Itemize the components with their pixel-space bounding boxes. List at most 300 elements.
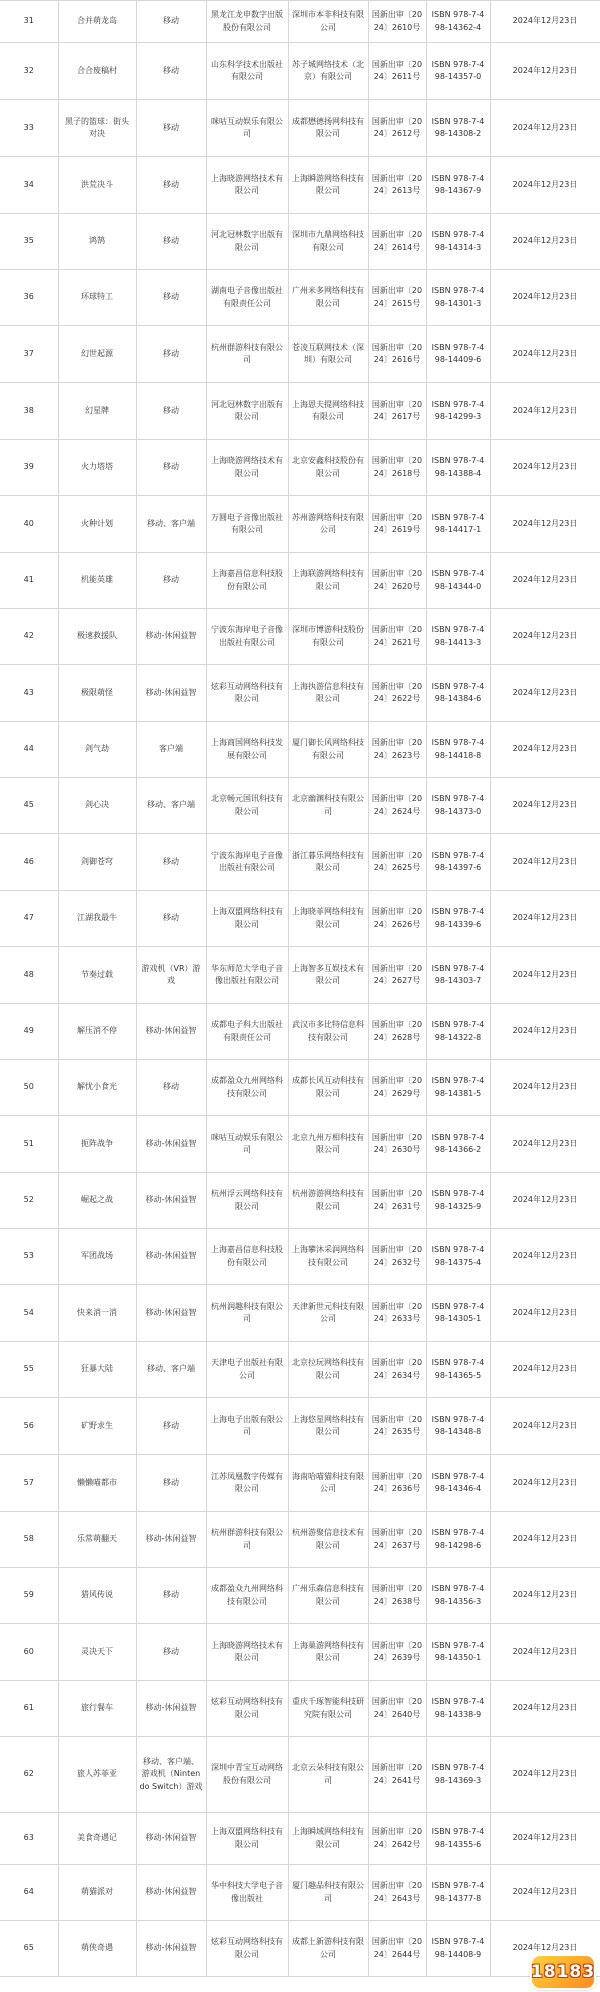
approval-date-cell: 2024年12月23日 [490,1681,600,1737]
approval-date-cell: 2024年12月23日 [490,1455,600,1512]
approval-number-cell: 国新出审〔2024〕2625号 [368,834,426,891]
operator-cell: 北京九州万相科技有限公司 [288,1116,368,1173]
publisher-cell: 上海双盟网络科技有限公司 [206,891,288,947]
operator-cell: 北京拉玩网络科技有限公司 [288,1342,368,1398]
isbn-cell: ISBN 978-7-498-14348-8 [426,1398,490,1455]
isbn-cell: ISBN 978-7-498-14303-7 [426,947,490,1004]
game-name-cell: 剑气劫 [58,722,136,778]
row-number-cell: 38 [0,383,58,440]
approval-number-cell: 国新出审〔2024〕2631号 [368,1173,426,1229]
operator-cell: 苏州游网络科技有限公司 [288,496,368,553]
game-name-cell: 狂暴大陆 [58,1342,136,1398]
approval-number-cell: 国新出审〔2024〕2629号 [368,1060,426,1116]
isbn-cell: ISBN 978-7-498-14298-6 [426,1512,490,1568]
approval-number-cell: 国新出审〔2024〕2644号 [368,1921,426,1977]
operator-cell: 深圳市博游科技股份有限公司 [288,609,368,665]
approval-date-cell: 2024年12月23日 [490,100,600,157]
approval-date-cell: 2024年12月23日 [490,1004,600,1060]
approval-date-cell: 2024年12月23日 [490,1568,600,1624]
isbn-cell: ISBN 978-7-498-14388-4 [426,440,490,496]
operator-cell: 杭州游游网络科技有限公司 [288,1173,368,1229]
isbn-cell: ISBN 978-7-498-14339-6 [426,891,490,947]
isbn-cell: ISBN 978-7-498-14322-8 [426,1004,490,1060]
approval-number-cell: 国新出审〔2024〕2628号 [368,1004,426,1060]
approval-number-cell: 国新出审〔2024〕2623号 [368,722,426,778]
approval-date-cell: 2024年12月23日 [490,722,600,778]
approval-date-cell: 2024年12月23日 [490,440,600,496]
isbn-cell: ISBN 978-7-498-14365-5 [426,1342,490,1398]
operator-cell: 上海悠星网络科技有限公司 [288,1398,368,1455]
publisher-cell: 万圆电子音像出版社有限公司 [206,496,288,553]
approval-number-cell: 国新出审〔2024〕2643号 [368,1865,426,1921]
approval-date-cell: 2024年12月23日 [490,1512,600,1568]
game-name-cell: 解压消不停 [58,1004,136,1060]
approval-date-cell: 2024年12月23日 [490,326,600,383]
approval-date-cell: 2024年12月23日 [490,43,600,100]
approval-date-cell: 2024年12月23日 [490,1813,600,1865]
table-row [0,270,600,326]
table-row [0,722,600,778]
operator-cell: 上海瞬游网络科技有限公司 [288,157,368,214]
row-number-cell: 56 [0,1398,58,1455]
isbn-cell: ISBN 978-7-498-14301-3 [426,270,490,326]
publisher-cell: 成都电子科大出版社有限责任公司 [206,1004,288,1060]
approval-number-cell: 国新出审〔2024〕2620号 [368,553,426,609]
row-number-cell: 33 [0,100,58,157]
publisher-cell: 宁波东海岸电子音像出版社有限公司 [206,834,288,891]
isbn-cell: ISBN 978-7-498-14367-9 [426,157,490,214]
table-row [0,1568,600,1624]
approval-number-cell: 国新出审〔2024〕2633号 [368,1285,426,1342]
approval-number-cell: 国新出审〔2024〕2639号 [368,1624,426,1681]
game-type-cell: 游戏机（VR）游戏 [136,947,206,1004]
approval-date-cell: 2024年12月23日 [490,157,600,214]
approval-date-cell: 2024年12月23日 [490,553,600,609]
row-number-cell: 57 [0,1455,58,1512]
approval-date-cell: 2024年12月23日 [490,270,600,326]
approval-date-cell: 2024年12月23日 [490,1342,600,1398]
operator-cell: 重庆千琢智能科技研究院有限公司 [288,1681,368,1737]
publisher-cell: 杭州浮云网络科技有限公司 [206,1173,288,1229]
game-name-cell: 机能英雄 [58,553,136,609]
operator-cell: 上海执游信息科技有限公司 [288,665,368,722]
row-number-cell: 51 [0,1116,58,1173]
approval-date-cell: 2024年12月23日 [490,1173,600,1229]
isbn-cell: ISBN 978-7-498-14377-8 [426,1865,490,1921]
publisher-cell: 上海嘉昌信息科技股份有限公司 [206,1229,288,1285]
game-name-cell: 环球特工 [58,270,136,326]
watermark-text: 18183 [530,1962,596,1982]
row-number-cell: 48 [0,947,58,1004]
publisher-cell: 炫彩互动网络科技有限公司 [206,665,288,722]
row-number-cell: 36 [0,270,58,326]
game-type-cell: 移动 [136,1,206,43]
approval-date-cell: 2024年12月23日 [490,891,600,947]
game-type-cell: 移动 [136,326,206,383]
approval-number-cell: 国新出审〔2024〕2610号 [368,1,426,43]
approval-date-cell: 2024年12月23日 [490,665,600,722]
row-number-cell: 65 [0,1921,58,1977]
game-name-cell: 幻星牌 [58,383,136,440]
publisher-cell: 成都盈众九州网络科技有限公司 [206,1568,288,1624]
row-number-cell: 53 [0,1229,58,1285]
table-row [0,214,600,270]
approval-date-cell: 2024年12月23日 [490,1865,600,1921]
approval-date-cell: 2024年12月23日 [490,1737,600,1813]
game-name-cell: 解忧小食光 [58,1060,136,1116]
game-name-cell: 合合废稿村 [58,43,136,100]
game-name-cell: 萌侠奇遇 [58,1921,136,1977]
table-row [0,891,600,947]
game-type-cell: 移动 [136,440,206,496]
game-type-cell: 移动 [136,383,206,440]
operator-cell: 上海智多互娱技术有限公司 [288,947,368,1004]
game-name-cell: 懒懒喵都市 [58,1455,136,1512]
table-row [0,1285,600,1342]
approval-date-cell: 2024年12月23日 [490,1921,600,1977]
game-type-cell: 客户端 [136,722,206,778]
table-row [0,1116,600,1173]
isbn-cell: ISBN 978-7-498-14308-2 [426,100,490,157]
game-name-cell: 火力塔塔 [58,440,136,496]
table-row [0,326,600,383]
table-row [0,1737,600,1813]
game-type-cell: 移动 [136,43,206,100]
approval-number-cell: 国新出审〔2024〕2638号 [368,1568,426,1624]
table-row [0,1398,600,1455]
row-number-cell: 32 [0,43,58,100]
publisher-cell: 黑龙江龙申数字出版股份有限公司 [206,1,288,43]
publisher-cell: 炫彩互动网络科技有限公司 [206,1921,288,1977]
game-type-cell: 移动 [136,1455,206,1512]
game-type-cell: 移动 [136,1624,206,1681]
operator-cell: 深圳市本非科技有限公司 [288,1,368,43]
game-name-cell: 剑御苍穹 [58,834,136,891]
table-row [0,1455,600,1512]
operator-cell: 成都上新游科技有限公司 [288,1921,368,1977]
game-name-cell: 鸿鹄 [58,214,136,270]
approval-date-cell: 2024年12月23日 [490,1624,600,1681]
game-name-cell: 火种计划 [58,496,136,553]
approval-date-cell: 2024年12月23日 [490,1,600,43]
table-row [0,834,600,891]
publisher-cell: 深圳中青宝互动网络股份有限公司 [206,1737,288,1813]
operator-cell: 武汉市多比特信息科技有限公司 [288,1004,368,1060]
isbn-cell: ISBN 978-7-498-14357-0 [426,43,490,100]
table-row [0,157,600,214]
game-type-cell: 移动-休闲益智 [136,665,206,722]
table-row [0,1004,600,1060]
table-row [0,1,600,43]
site-logo-watermark [532,1956,594,1988]
game-name-cell: 乐常萌翻天 [58,1512,136,1568]
game-name-cell: 扼阵战争 [58,1116,136,1173]
publisher-cell: 上海晓游网络技术有限公司 [206,1624,288,1681]
publisher-cell: 咪咕互动娱乐有限公司 [206,100,288,157]
publisher-cell: 河北冠林数字出版有限公司 [206,214,288,270]
game-type-cell: 移动 [136,834,206,891]
row-number-cell: 52 [0,1173,58,1229]
game-name-cell: 美食奇遇记 [58,1813,136,1865]
isbn-cell: ISBN 978-7-498-14384-6 [426,665,490,722]
approval-number-cell: 国新出审〔2024〕2636号 [368,1455,426,1512]
approval-date-cell: 2024年12月23日 [490,834,600,891]
publisher-cell: 成都盈众九州网络科技有限公司 [206,1060,288,1116]
row-number-cell: 39 [0,440,58,496]
table-row [0,1173,600,1229]
operator-cell: 成都长风互动科技有限公司 [288,1060,368,1116]
isbn-cell: ISBN 978-7-498-14409-6 [426,326,490,383]
game-type-cell: 移动 [136,214,206,270]
game-name-cell: 萌猫派对 [58,1865,136,1921]
operator-cell: 深圳市九鼎网络科技有限公司 [288,214,368,270]
row-number-cell: 54 [0,1285,58,1342]
table-row [0,1512,600,1568]
game-type-cell: 移动-休闲益智 [136,1285,206,1342]
game-type-cell: 移动-休闲益智 [136,1173,206,1229]
operator-cell: 天津新世元科技有限公司 [288,1285,368,1342]
game-type-cell: 移动 [136,1398,206,1455]
approval-date-cell: 2024年12月23日 [490,1116,600,1173]
approval-date-cell: 2024年12月23日 [490,383,600,440]
isbn-cell: ISBN 978-7-498-14344-0 [426,553,490,609]
table-row [0,1921,600,1977]
table-row [0,1229,600,1285]
isbn-cell: ISBN 978-7-498-14355-6 [426,1813,490,1865]
publisher-cell: 河北冠林数字出版有限公司 [206,383,288,440]
isbn-cell: ISBN 978-7-498-14338-9 [426,1681,490,1737]
game-type-cell: 移动-休闲益智 [136,1004,206,1060]
table-row [0,665,600,722]
row-number-cell: 58 [0,1512,58,1568]
isbn-cell: ISBN 978-7-498-14366-2 [426,1116,490,1173]
operator-cell: 北京安鑫科技股份有限公司 [288,440,368,496]
game-name-cell: 合并萌龙岛 [58,1,136,43]
game-name-cell: 矿野求生 [58,1398,136,1455]
row-number-cell: 46 [0,834,58,891]
game-name-cell: 江湖我最牛 [58,891,136,947]
approval-date-cell: 2024年12月23日 [490,947,600,1004]
approval-date-cell: 2024年12月23日 [490,609,600,665]
operator-cell: 厦门趣品科技有限公司 [288,1865,368,1921]
table-row [0,496,600,553]
game-type-cell: 移动 [136,270,206,326]
publisher-cell: 咪咕互动娱乐有限公司 [206,1116,288,1173]
approval-number-cell: 国新出审〔2024〕2615号 [368,270,426,326]
isbn-cell: ISBN 978-7-498-14299-3 [426,383,490,440]
operator-cell: 厦门御长风网络科技有限公司 [288,722,368,778]
approval-number-cell: 国新出审〔2024〕2622号 [368,665,426,722]
approval-number-cell: 国新出审〔2024〕2621号 [368,609,426,665]
game-type-cell: 移动-休闲益智 [136,1681,206,1737]
operator-cell: 上海巢游网络科技有限公司 [288,1624,368,1681]
table-row [0,947,600,1004]
operator-cell: 杭州游聚信息技术有限公司 [288,1512,368,1568]
game-name-cell: 猎风传说 [58,1568,136,1624]
game-type-cell: 移动 [136,553,206,609]
operator-cell: 上海攀沐采润网络科技有限公司 [288,1229,368,1285]
row-number-cell: 60 [0,1624,58,1681]
game-name-cell: 灵决天下 [58,1624,136,1681]
publisher-cell: 杭州群游科技有限公司 [206,326,288,383]
approval-number-cell: 国新出审〔2024〕2627号 [368,947,426,1004]
table-row [0,43,600,100]
table-row [0,440,600,496]
isbn-cell: ISBN 978-7-498-14418-8 [426,722,490,778]
approval-number-cell: 国新出审〔2024〕2614号 [368,214,426,270]
table-row [0,1060,600,1116]
publisher-cell: 华中科技大学电子音像出版社 [206,1865,288,1921]
isbn-cell: ISBN 978-7-498-14305-1 [426,1285,490,1342]
approval-date-cell: 2024年12月23日 [490,214,600,270]
row-number-cell: 62 [0,1737,58,1813]
publisher-cell: 上海电子出版有限公司 [206,1398,288,1455]
approval-number-cell: 国新出审〔2024〕2632号 [368,1229,426,1285]
operator-cell: 广州米多网络科技有限公司 [288,270,368,326]
game-name-cell: 幻世起源 [58,326,136,383]
row-number-cell: 37 [0,326,58,383]
game-type-cell: 移动、客户端 [136,778,206,834]
table-row [0,553,600,609]
game-name-cell: 旅人苏菲亚 [58,1737,136,1813]
operator-cell: 成都懋德扬网科技有限公司 [288,100,368,157]
approval-number-cell: 国新出审〔2024〕2635号 [368,1398,426,1455]
operator-cell: 广州乐森信息科技有限公司 [288,1568,368,1624]
approval-date-cell: 2024年12月23日 [490,1398,600,1455]
operator-cell: 上海联游网络科技有限公司 [288,553,368,609]
table-row [0,778,600,834]
game-type-cell: 移动 [136,1568,206,1624]
publisher-cell: 宁波东海岸电子音像出版社有限公司 [206,609,288,665]
approval-date-cell: 2024年12月23日 [490,1229,600,1285]
operator-cell: 苍凌互联网技术（深圳）有限公司 [288,326,368,383]
isbn-cell: ISBN 978-7-498-14397-6 [426,834,490,891]
game-type-cell: 移动、客户端 [136,1342,206,1398]
game-type-cell: 移动 [136,157,206,214]
row-number-cell: 45 [0,778,58,834]
approval-number-cell: 国新出审〔2024〕2613号 [368,157,426,214]
game-name-cell: 节奏过载 [58,947,136,1004]
approval-date-cell: 2024年12月23日 [490,778,600,834]
publisher-cell: 杭州润趣科技有限公司 [206,1285,288,1342]
isbn-cell: ISBN 978-7-498-14325-9 [426,1173,490,1229]
publisher-cell: 炫彩互动网络科技有限公司 [206,1681,288,1737]
approval-date-cell: 2024年12月23日 [490,496,600,553]
approval-number-cell: 国新出审〔2024〕2626号 [368,891,426,947]
game-name-cell: 剑心决 [58,778,136,834]
game-type-cell: 移动 [136,100,206,157]
approval-number-cell: 国新出审〔2024〕2616号 [368,326,426,383]
isbn-cell: ISBN 978-7-498-14314-3 [426,214,490,270]
publisher-cell: 上海商国网络科技发展有限公司 [206,722,288,778]
game-name-cell: 极速救援队 [58,609,136,665]
approval-number-cell: 国新出审〔2024〕2640号 [368,1681,426,1737]
game-type-cell: 移动-休闲益智 [136,1512,206,1568]
game-type-cell: 移动 [136,891,206,947]
approval-number-cell: 国新出审〔2024〕2624号 [368,778,426,834]
publisher-cell: 杭州群游科技有限公司 [206,1512,288,1568]
isbn-cell: ISBN 978-7-498-14350-1 [426,1624,490,1681]
operator-cell: 海南哈喵猫科技有限公司 [288,1455,368,1512]
operator-cell: 上海瞬域网络科技有限公司 [288,1813,368,1865]
game-type-cell: 移动-休闲益智 [136,1921,206,1977]
approval-number-cell: 国新出审〔2024〕2642号 [368,1813,426,1865]
isbn-cell: ISBN 978-7-498-14369-3 [426,1737,490,1813]
operator-cell: 上海晓菲网络科技有限公司 [288,891,368,947]
row-number-cell: 41 [0,553,58,609]
publisher-cell: 湖南电子音像出版社有限责任公司 [206,270,288,326]
row-number-cell: 55 [0,1342,58,1398]
game-name-cell: 旅行餐车 [58,1681,136,1737]
isbn-cell: ISBN 978-7-498-14413-3 [426,609,490,665]
game-type-cell: 移动、客户端、游戏机（Nintendo Switch）游戏 [136,1737,206,1813]
table-row [0,100,600,157]
table-row [0,609,600,665]
isbn-cell: ISBN 978-7-498-14408-9 [426,1921,490,1977]
isbn-cell: ISBN 978-7-498-14381-5 [426,1060,490,1116]
publisher-cell: 上海晓游网络技术有限公司 [206,157,288,214]
approval-date-cell: 2024年12月23日 [490,1285,600,1342]
approval-number-cell: 国新出审〔2024〕2619号 [368,496,426,553]
publisher-cell: 北京畅元国讯科技有限公司 [206,778,288,834]
publisher-cell: 天津电子出版社有限公司 [206,1342,288,1398]
approval-number-cell: 国新出审〔2024〕2637号 [368,1512,426,1568]
game-type-cell: 移动-休闲益智 [136,1865,206,1921]
approval-number-cell: 国新出审〔2024〕2618号 [368,440,426,496]
row-number-cell: 40 [0,496,58,553]
game-name-cell: 军团战场 [58,1229,136,1285]
operator-cell: 北京云朵科技有限公司 [288,1737,368,1813]
publisher-cell: 华东师范大学电子音像出版社有限公司 [206,947,288,1004]
row-number-cell: 59 [0,1568,58,1624]
publisher-cell: 上海嘉昌信息科技股份有限公司 [206,553,288,609]
row-number-cell: 64 [0,1865,58,1921]
row-number-cell: 50 [0,1060,58,1116]
game-name-cell: 黑子的篮球：街头对决 [58,100,136,157]
game-type-cell: 移动-休闲益智 [136,609,206,665]
isbn-cell: ISBN 978-7-498-14375-4 [426,1229,490,1285]
row-number-cell: 34 [0,157,58,214]
game-type-cell: 移动、客户端 [136,496,206,553]
publisher-cell: 上海晓游网络技术有限公司 [206,440,288,496]
approval-number-cell: 国新出审〔2024〕2611号 [368,43,426,100]
approval-number-cell: 国新出审〔2024〕2634号 [368,1342,426,1398]
row-number-cell: 61 [0,1681,58,1737]
approval-number-cell: 国新出审〔2024〕2641号 [368,1737,426,1813]
game-name-cell: 洪荒决斗 [58,157,136,214]
game-name-cell: 极限萌怪 [58,665,136,722]
publisher-cell: 江苏凤凰数字传媒有限公司 [206,1455,288,1512]
operator-cell: 苏子城网络技术（北京）有限公司 [288,43,368,100]
row-number-cell: 43 [0,665,58,722]
approval-number-cell: 国新出审〔2024〕2612号 [368,100,426,157]
row-number-cell: 44 [0,722,58,778]
game-type-cell: 移动 [136,1060,206,1116]
row-number-cell: 47 [0,891,58,947]
table-row [0,1681,600,1737]
isbn-cell: ISBN 978-7-498-14362-4 [426,1,490,43]
game-type-cell: 移动-休闲益智 [136,1116,206,1173]
table-row [0,1342,600,1398]
publisher-cell: 上海双盟网络科技有限公司 [206,1813,288,1865]
row-number-cell: 31 [0,1,58,43]
approval-number-cell: 国新出审〔2024〕2617号 [368,383,426,440]
row-number-cell: 42 [0,609,58,665]
isbn-cell: ISBN 978-7-498-14373-0 [426,778,490,834]
table-row [0,1813,600,1865]
operator-cell: 浙江暮乐网络科技有限公司 [288,834,368,891]
row-number-cell: 49 [0,1004,58,1060]
